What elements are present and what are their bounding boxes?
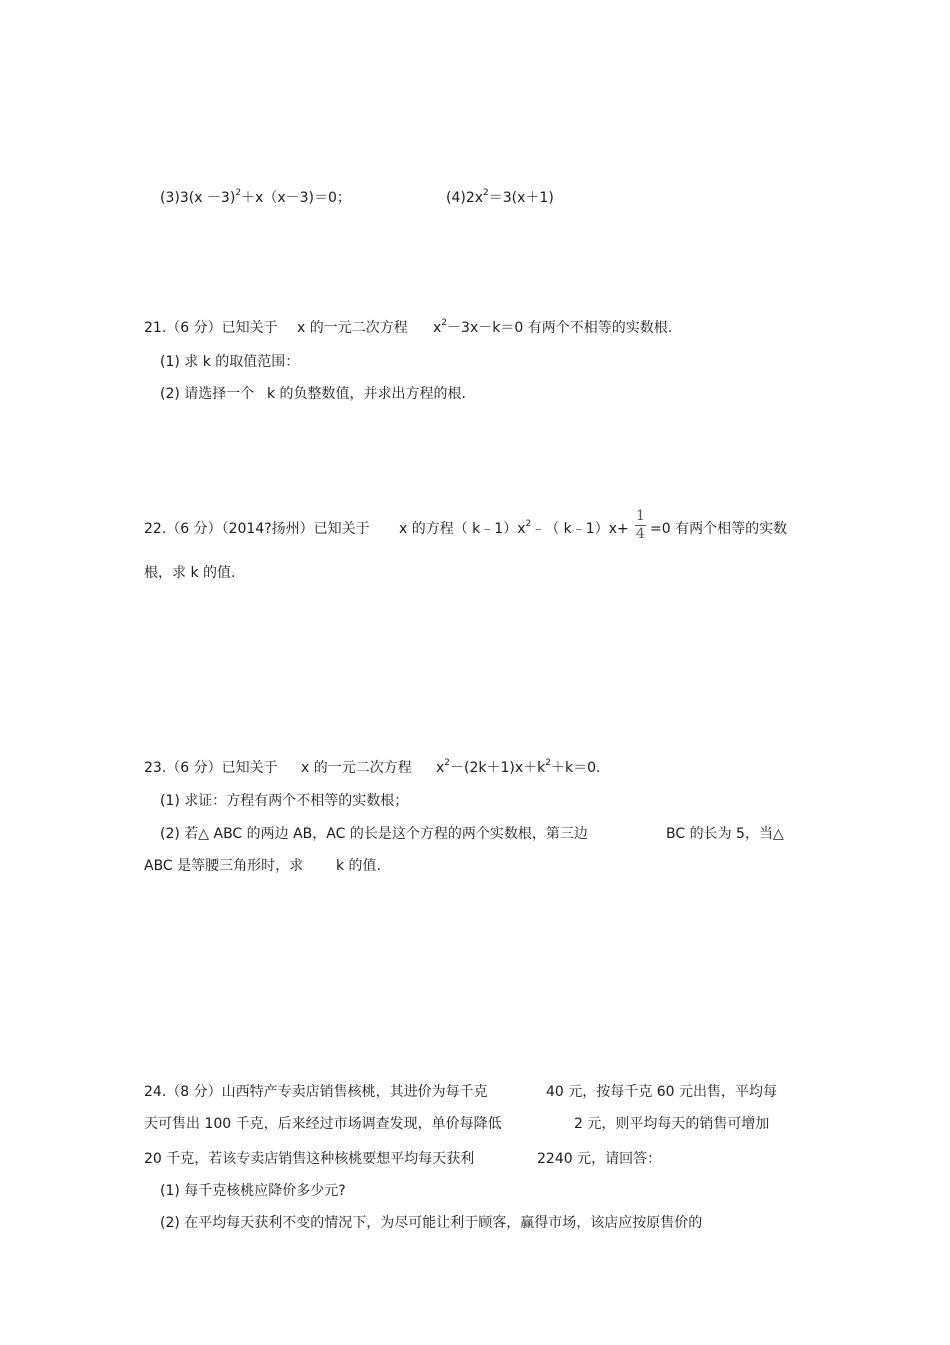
question-22-fraction-denominator: 4 [636, 526, 645, 542]
equation-3-exponent: 2 [235, 188, 242, 198]
equation-3-rest: ＋x（x－3)＝0； [241, 190, 351, 206]
equation-4 [446, 188, 554, 208]
question-23-part-2a: (2) 若△ ABC 的两边 AB，AC 的长是这个方程的两个实数根，第三边 [160, 826, 588, 842]
question-23-eq-exponent-2: 2 [545, 758, 552, 768]
question-21-equation [433, 318, 672, 338]
question-23-eq-exponent: 2 [444, 758, 451, 768]
question-23-eq-rest: ＋k＝0. [551, 760, 601, 776]
equation-3-prefix: (3)3(x －3) [160, 190, 236, 206]
question-24-line-2a: 天可售出 100 千克，后来经过市场调查发现，单价每降低 [144, 1116, 502, 1132]
question-22-tail: =0 有两个相等的实数 [650, 521, 788, 537]
question-24-line-1b: 40 元，按每千克 60 元出售，平均每 [546, 1084, 777, 1100]
equation-3 [160, 188, 351, 208]
question-22-line-2: 根，求 k 的值. [144, 565, 236, 581]
question-24-line-3b: 2240 元，请回答： [537, 1151, 662, 1167]
question-21-part-2a: (2) 请选择一个 [160, 386, 255, 402]
equation-4-rest: ＝3(x＋1) [488, 190, 554, 206]
question-24-line-1a: 24.（8 分）山西特产专卖店销售核桃，其进价为每千克 [144, 1084, 488, 1100]
question-21-eq-x: x [433, 320, 442, 336]
question-21-head: 21.（6 分）已知关于 [144, 320, 278, 336]
question-21-part-2b: k 的负整数值，并求出方程的根. [267, 386, 467, 402]
question-22-fraction [635, 509, 646, 542]
question-22-var: x 的方程（ k﹣1）x [399, 521, 526, 537]
question-24-part-2: (2) 在平均每天获利不变的情况下，为尽可能让利于顾客，赢得市场，该店应按原售价的 [160, 1215, 703, 1231]
question-22-exponent: 2 [525, 519, 532, 529]
question-24-line-2b: 2 元，则平均每天的销售可增加 [574, 1116, 770, 1132]
question-23-part-2c: ABC 是等腰三角形时，求 [144, 858, 304, 874]
question-21-eq-exponent: 2 [441, 318, 448, 328]
question-22-mid: ﹣（ k﹣1）x+ [531, 521, 629, 537]
question-22-equation [399, 519, 629, 539]
question-23-head: 23.（6 分）已知关于 [144, 760, 278, 776]
question-22-fraction-numerator: 1 [636, 508, 645, 524]
question-23-part-1: (1) 求证：方程有两个不相等的实数根； [160, 793, 409, 809]
equation-4-prefix: (4)2x [446, 190, 484, 206]
question-21-part-1: (1) 求 k 的取值范围： [160, 354, 300, 370]
question-21-eq-rest: －3x－k＝0 有两个不相等的实数根. [447, 320, 673, 336]
question-21-var: x 的一元二次方程 [297, 320, 408, 336]
question-23-part-2d: k 的值. [336, 858, 382, 874]
question-23-var: x 的一元二次方程 [301, 760, 412, 776]
question-24-part-1: (1) 每千克核桃应降价多少元? [160, 1183, 346, 1199]
question-22-head: 22.（6 分）（2014?扬州）已知关于 [144, 521, 370, 537]
question-23-eq-x: x [436, 760, 445, 776]
question-23-eq-mid: －(2k＋1)x＋k [450, 760, 546, 776]
equation-4-exponent: 2 [483, 188, 489, 198]
question-23-part-2b: BC 的长为 5，当△ [666, 826, 784, 842]
question-24-line-3a: 20 千克，若该专卖店销售这种核桃要想平均每天获利 [144, 1151, 475, 1167]
question-23-equation [436, 758, 600, 778]
